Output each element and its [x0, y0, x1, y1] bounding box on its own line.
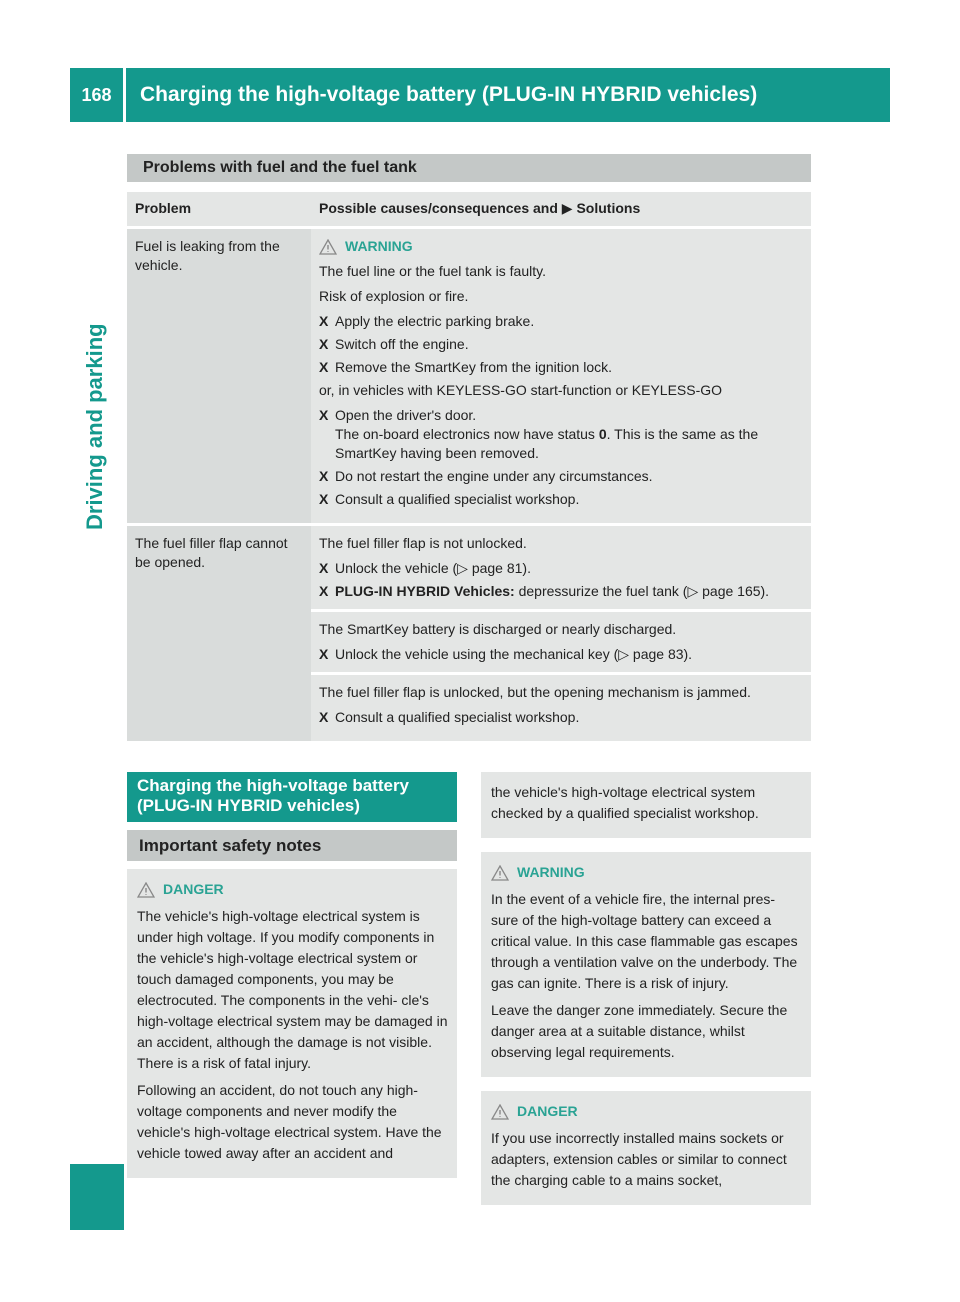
- list-item: [319, 358, 805, 377]
- right-column: [481, 772, 811, 1205]
- page-title: Charging the high-voltage battery (PLUG-IN HYBRID vehicles): [140, 83, 758, 106]
- warning-label: WARNING: [517, 864, 585, 880]
- cause-text: The fuel filler flap is unlocked, but the opening mechanism is jammed.: [319, 684, 751, 700]
- warning-paragraph: In the event of a vehicle fire, the internal pres- sure of the high-voltage battery can exceed a critical value. In this case flammable gas escapes through a ventilation valve on the underbody. The gas can ignite. There is a risk of injury.: [491, 891, 798, 991]
- safety-notes-title: Important safety notes: [127, 830, 457, 861]
- step-marker-icon: X: [319, 359, 329, 375]
- fuel-section-title: Problems with fuel and the fuel tank: [127, 154, 811, 182]
- problem-cell: The fuel filler flap cannot be opened.: [127, 526, 311, 741]
- warning-box: [481, 852, 811, 1077]
- fuel-problems-table: [127, 189, 811, 744]
- step-text: Apply the electric parking brake.: [335, 313, 535, 329]
- list-item: [319, 335, 805, 354]
- list-item: [319, 559, 805, 578]
- step-marker-icon: X: [319, 491, 329, 507]
- list-item: [319, 312, 805, 331]
- warning-triangle-icon: [491, 865, 509, 881]
- step-marker-icon: X: [319, 583, 329, 599]
- step-text: Remove the SmartKey from the ignition lock.: [335, 359, 613, 375]
- danger-heading: [491, 1101, 803, 1122]
- charging-section-title: Charging the high-voltage battery (PLUG-IN HYBRID vehicles): [127, 772, 457, 822]
- table-row: [127, 526, 811, 741]
- step-marker-icon: X: [319, 646, 329, 662]
- step-bold: PLUG-IN HYBRID Vehicles:: [335, 583, 515, 599]
- step-note: The on-board electronics now have status: [335, 426, 595, 442]
- step-text: Switch off the engine.: [335, 336, 469, 352]
- problem-column-header: Problem: [127, 192, 311, 226]
- danger-paragraph: Following an accident, do not touch any high- voltage components and never modify the vehicle's high-voltage electrical system. Have the vehicle towed away after an accident and: [137, 1082, 442, 1161]
- danger-paragraph: The vehicle's high-voltage electrical system is under high voltage. If you modify components in the vehicle's high-voltage electrical system or touch damaged components, you may be electrocuted. The components in the vehi- cle's high-voltage electrical system may be damaged in an accident, although the damage is not visible. There is a risk of fatal injury.: [137, 908, 448, 1071]
- danger-label: DANGER: [517, 1103, 578, 1119]
- step-text: [335, 406, 805, 463]
- step-marker-icon: X: [319, 709, 329, 725]
- step-marker-icon: X: [319, 407, 329, 423]
- step-text[interactable]: Unlock the vehicle (▷ page 81).: [335, 560, 531, 576]
- step-marker-icon: X: [319, 560, 329, 576]
- continued-text: the vehicle's high-voltage electrical system checked by a qualified specialist workshop.: [491, 784, 759, 821]
- list-item: [319, 582, 805, 601]
- sub-row: [311, 609, 811, 664]
- step-note: . This is the same as the SmartKey having been removed.: [335, 426, 759, 461]
- solution-cell: [311, 526, 811, 741]
- step-marker-icon: X: [319, 468, 329, 484]
- danger-heading: [137, 879, 449, 900]
- step-title: Open the driver's door.: [335, 407, 477, 423]
- warning-label: WARNING: [345, 238, 413, 254]
- cause-text: The SmartKey battery is discharged or nearly discharged.: [319, 621, 677, 637]
- list-item: [319, 467, 805, 486]
- step-text: Consult a qualified specialist workshop.: [335, 491, 580, 507]
- warning-paragraph: Leave the danger zone immediately. Secure the danger area at a suitable distance, whilst observing legal requirements.: [491, 1002, 788, 1060]
- warning-triangle-icon: [137, 882, 155, 898]
- list-item: [319, 645, 805, 664]
- table-header-row: [127, 192, 811, 226]
- danger-label: DANGER: [163, 881, 224, 897]
- step-text[interactable]: [335, 582, 769, 601]
- cause-text: The fuel filler flap is not unlocked.: [319, 535, 527, 551]
- step-text[interactable]: Unlock the vehicle using the mechanical key (▷ page 83).: [335, 646, 693, 662]
- solution-cell: [311, 229, 811, 523]
- danger-box: [481, 1091, 811, 1205]
- sub-row: [311, 672, 811, 727]
- list-item: [319, 490, 805, 509]
- step-rest: depressurize the fuel tank (▷ page 165).: [514, 583, 770, 599]
- solutions-label: Solutions: [576, 200, 641, 216]
- danger-box: [127, 869, 457, 1178]
- list-item: [319, 708, 805, 727]
- problem-cell: Fuel is leaking from the vehicle.: [127, 229, 311, 523]
- page-number: 168: [70, 68, 126, 122]
- step-text: Do not restart the engine under any circumstances.: [335, 468, 653, 484]
- warning-triangle-icon: [491, 1104, 509, 1120]
- step-marker-icon: X: [319, 336, 329, 352]
- warning-heading: [491, 862, 803, 883]
- warning-text: Risk of explosion or fire.: [319, 288, 469, 304]
- step-marker-icon: X: [319, 313, 329, 329]
- header-bar: [70, 68, 890, 122]
- danger-paragraph: If you use incorrectly installed mains sockets or adapters, extension cables or similar to connect the charging cable to a mains socket,: [491, 1130, 787, 1188]
- side-tab-marker: [70, 1164, 124, 1230]
- warning-heading: [319, 237, 805, 256]
- status-value: 0: [598, 426, 607, 442]
- play-arrow-icon: ▶: [561, 200, 573, 216]
- or-text: or, in vehicles with KEYLESS-GO start-function or KEYLESS-GO: [319, 382, 723, 398]
- warning-text: The fuel line or the fuel tank is faulty.: [319, 263, 546, 279]
- side-chapter-label: Driving and parking: [82, 323, 107, 530]
- list-item: [319, 406, 805, 463]
- causes-label: Possible causes/consequences and: [319, 200, 558, 216]
- table-row: [127, 229, 811, 523]
- left-column: [127, 772, 457, 1178]
- continued-box: [481, 772, 811, 838]
- causes-column-header: [311, 192, 811, 226]
- step-text: Consult a qualified specialist workshop.: [335, 709, 580, 725]
- warning-triangle-icon: [319, 239, 337, 255]
